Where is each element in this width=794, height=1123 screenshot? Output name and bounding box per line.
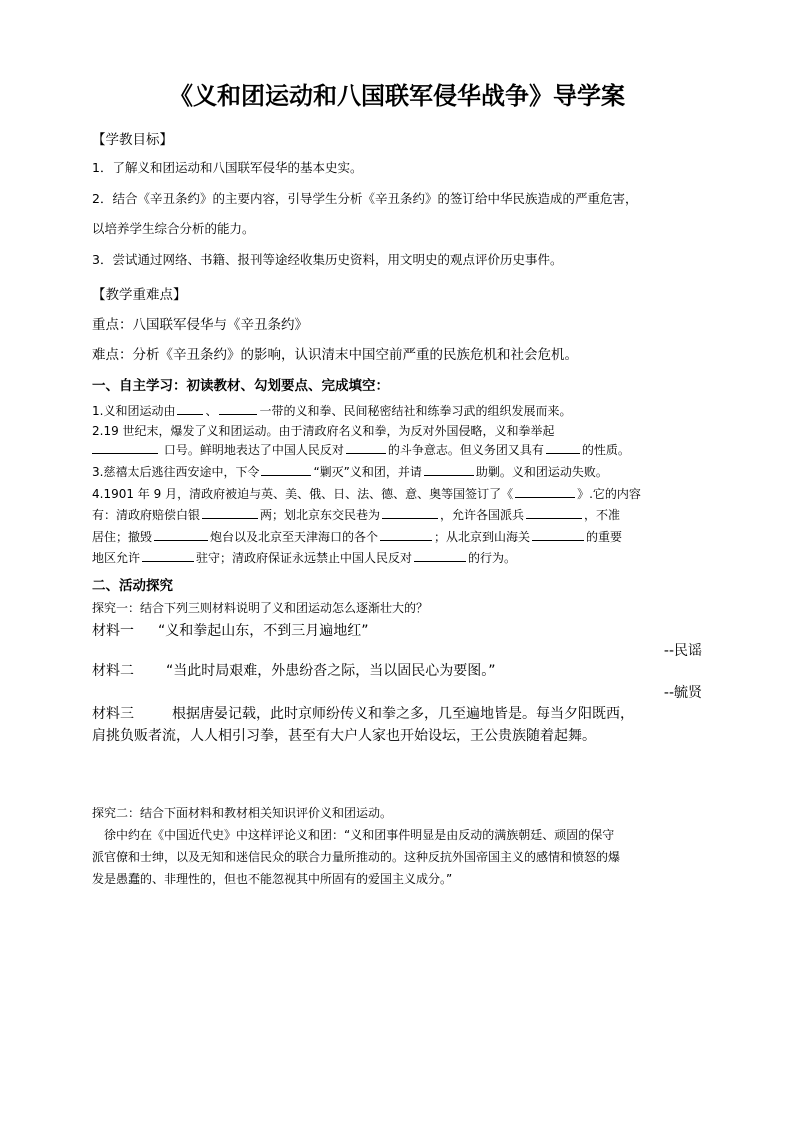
fill-blank[interactable] [92,441,158,454]
inquiry-1: 探究一：结合下列三则材料说明了义和团运动怎么逐渐壮大的？ [92,601,429,615]
page-title: 《义和团运动和八国联军侵华战争》导学案 [169,82,625,110]
material-3-line2: 肩挑负贩者流，人人相引习拳，甚至有大户人家也开始设坛，王公贵族随着起舞。 [92,728,596,744]
question-2-line1: 2.19 世纪末，爆发了义和团运动。由于清政府名义和拳，为反对外国侵略，义和拳举起 [92,424,555,438]
section1-heading: 一、自主学习：初读教材、勾划要点、完成填空： [92,378,389,394]
fill-blank[interactable] [142,549,194,562]
objective-item: 2．结合《辛丑条约》的主要内容，引导学生分析《辛丑条约》的签订给中华民族造成的严重危害， [92,191,638,206]
fill-blank[interactable] [546,441,580,454]
inquiry-2: 探究二：结合下面材料和教材相关知识评价义和团运动。 [92,806,393,820]
material-1-text: “义和拳起山东，不到三月遍地红” [158,623,369,639]
objectives-heading: 【学教目标】 [92,132,173,148]
q3-text-c: 助剿。义和团运动失败。 [475,465,608,479]
q2-text-b: 的斗争意志。但义务团又具有 [387,443,544,457]
q4-text: ，不准 [584,508,621,522]
q4-text: 两；划北京东交民巷为 [260,508,381,522]
q1-text-b: 、 [205,404,218,418]
fill-blank[interactable] [424,463,474,476]
question-4-line2 [92,506,620,523]
q4-text: ，允许各国派兵 [440,508,525,522]
objective-item: 1．了解义和团运动和八国联军侵华的基本史实。 [92,160,363,175]
question-4-line3 [92,528,622,545]
question-1 [92,402,571,419]
question-2-line2 [92,441,630,458]
q4-text: 居住；撤毁 [92,530,153,544]
material-3-label: 材料三 [92,706,134,722]
fill-blank[interactable] [380,528,432,541]
fill-blank[interactable] [515,485,575,498]
fill-blank[interactable] [526,506,582,519]
focus-text: 重点：八国联军侵华与《辛丑条约》 [92,317,308,333]
q4-text: 4.1901 年 9 月，清政府被迫与英、美、俄、日、法、德、意、奥等国签订了《 [92,487,514,501]
q3-text-b: “剿灭”义和团，并请 [313,465,422,479]
fill-blank[interactable] [414,549,466,562]
fill-blank[interactable] [154,528,208,541]
material-3-line1: 根据唐晏记载，此时京师纷传义和拳之多，几至遍地皆是。每当夕阳既西， [172,706,634,722]
fill-blank[interactable] [382,506,438,519]
q2-text-c: 的性质。 [581,443,630,457]
fill-blank[interactable] [202,506,258,519]
q4-text: 的重要 [586,530,623,544]
fill-blank[interactable] [261,463,311,476]
fill-blank[interactable] [177,402,203,415]
q1-text-c: 一带的义和拳、民间秘密结社和练拳习武的组织发展而来。 [259,404,572,418]
q2-text-a: 口号。鲜明地表达了中国人民反对 [163,443,344,457]
material-1-source: --民谣 [663,643,702,659]
q4-text: ；从北京到山海关 [434,530,531,544]
question-4-line1 [92,485,641,502]
q1-text-a: 1.义和团运动由 [92,404,176,418]
q4-text: 驻守；清政府保证永远禁止中国人民反对 [196,551,413,565]
section2-heading: 二、活动探究 [92,578,173,594]
question-4-line4 [92,549,516,566]
material-2-text: “当此时局艰难，外患纷沓之际，当以固民心为要图。” [166,663,496,679]
q3-text-a: 3.慈禧太后逃往西安途中，下令 [92,465,260,479]
q4-text: 有：清政府赔偿白银 [92,508,201,522]
objective-item: 3．尝试通过网络、书籍、报刊等途经收集历史资料，用文明史的观点评价历史事件。 [92,252,563,267]
q4-text: 的行为。 [468,551,517,565]
quote-line-3: 发是愚蠢的、非理性的，但也不能忽视其中所固有的爱国主义成分。” [92,872,453,886]
material-2-source: --毓贤 [663,685,702,701]
fill-blank[interactable] [346,441,386,454]
objective-item: 以培养学生综合分析的能力。 [92,221,255,236]
q4-text: 地区允许 [92,551,141,565]
fill-blank[interactable] [532,528,584,541]
question-3 [92,463,608,480]
quote-line-2: 派官僚和士绅，以及无知和迷信民众的联合力量所推动的。这种反抗外国帝国主义的感情和愤怒的爆 [92,850,621,864]
q4-text: 炮台以及北京至天津海口的各个 [210,530,379,544]
keypoints-heading: 【教学重难点】 [92,287,187,303]
material-2-label: 材料二 [92,663,134,679]
difficulty-text: 难点：分析《辛丑条约》的影响，认识清末中国空前严重的民族危机和社会危机。 [92,347,578,363]
fill-blank[interactable] [219,402,257,415]
q4-text: 》.它的内容 [577,487,641,501]
quote-line-1: 徐中约在《中国近代史》中这样评论义和团：“义和团事件明显是由反动的满族朝廷、顽固的保守 [104,828,615,842]
material-1-label: 材料一 [92,623,134,639]
